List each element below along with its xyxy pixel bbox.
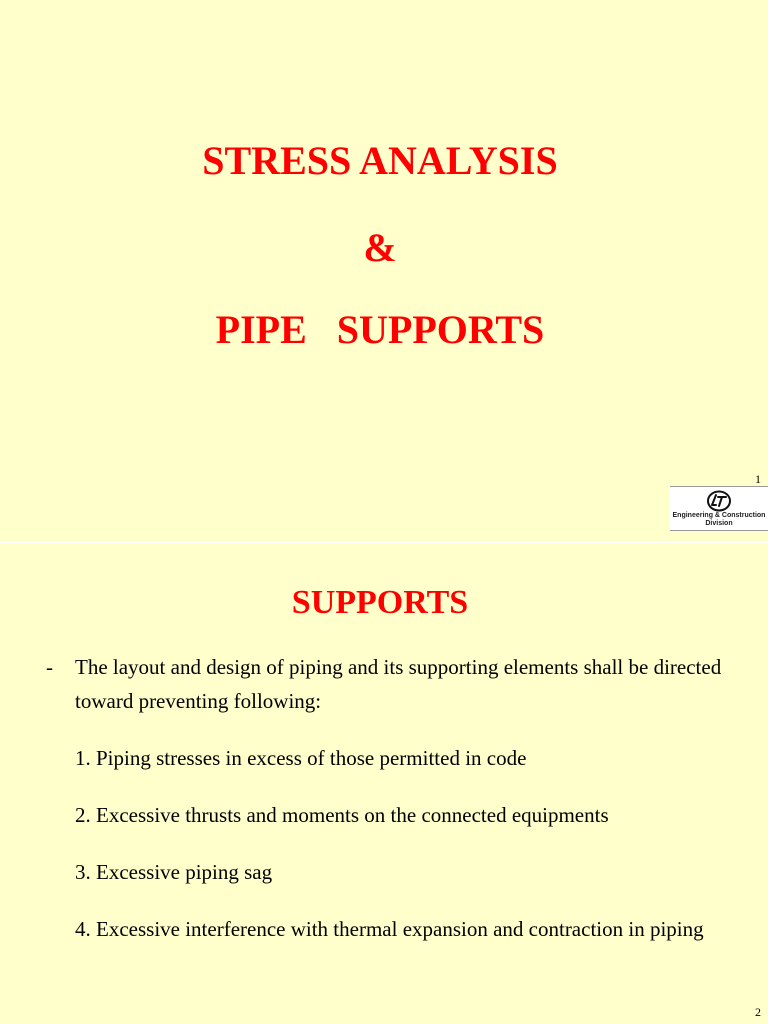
list-item: 3. Excessive piping sag: [75, 860, 273, 884]
list-item: 4. Excessive interference with thermal expansion and contraction in piping: [75, 917, 704, 941]
list-item: 1. Piping stresses in excess of those permitted in code: [75, 746, 527, 770]
list-item: 2. Excessive thrusts and moments on the connected equipments: [75, 803, 609, 827]
page-number: 1: [755, 472, 761, 486]
slide-2: [0, 543, 768, 1024]
logo-text-line-2: Division: [705, 520, 733, 527]
company-logo: [670, 486, 768, 531]
bullet-dash: -: [46, 655, 53, 679]
lt-logo-icon: [706, 490, 732, 512]
section-heading: SUPPORTS: [291, 584, 469, 621]
title-line-3: PIPE SUPPORTS: [215, 307, 545, 352]
intro-paragraph: The layout and design of piping and its supporting elements shall be directed toward preventing following:: [75, 655, 722, 713]
page-number: 2: [755, 1005, 761, 1019]
title-line-2: &: [363, 225, 397, 270]
logo-text-line-1: Engineering & Construction: [672, 512, 766, 519]
title-line-1: STRESS ANALYSIS: [202, 138, 558, 183]
